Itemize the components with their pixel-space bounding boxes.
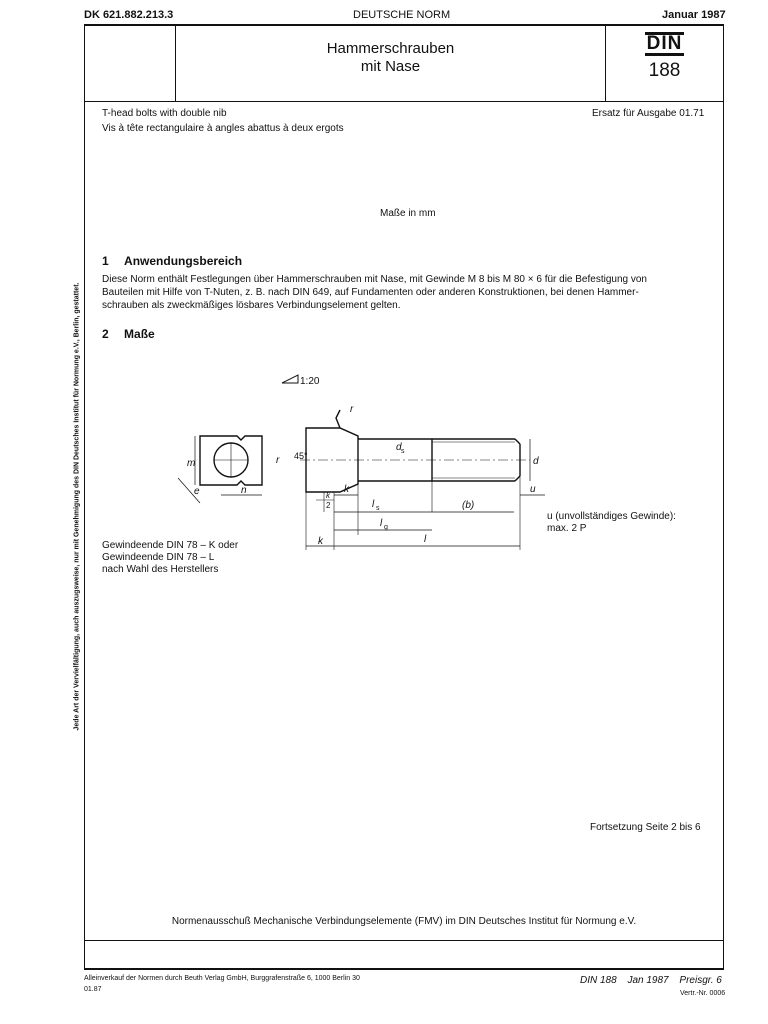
label-ls: l [372,499,375,510]
issue-date: Januar 1987 [662,9,726,21]
label-ls-sub: s [376,505,380,512]
units-note: Maße in mm [380,208,436,219]
label-lg-sub: g [384,524,388,531]
footer-sales-no: Vertr.-Nr. 0006 [680,990,726,997]
u-note-line-2: max. 2 P [547,523,587,534]
tip-chamfer-top [515,439,520,444]
tip-chamfer-bottom [515,476,520,481]
label-k2-den: 2 [326,501,331,510]
label-r2: r [276,455,280,466]
label-ds-sub: s [401,448,405,455]
taper-symbol [282,375,298,383]
section-1-line-2: Bauteilen mit Hilfe von T-Nuten, z. B. nach DIN 649, auf Fundamenten oder anderen Konstruktionen, bei denen Hammer- [102,287,639,298]
label-m: m [187,458,196,469]
section-1-title: Anwendungsbereich [124,254,243,268]
din-number: 188 [648,60,681,81]
footer-din-ref [580,975,722,986]
footer-price-group: Preisgr. 6 [679,975,722,986]
section-1-line-3: schrauben als zweckmäßiges lösbares Verbindungselement gelten. [102,300,401,311]
replacement-note: Ersatz für Ausgabe 01.71 [592,108,705,119]
u-note [547,511,676,535]
label-ds: d [396,442,402,453]
thread-end-line-1: Gewindeende DIN 78 – K oder [102,540,239,551]
label-e: e [194,486,200,497]
title-line-2: mit Nase [360,58,421,75]
committee-line: Normenausschuß Mechanische Verbindungselemente (FMV) im DIN Deutsches Institut für Normung e.V. [171,916,637,927]
label-r1: r [350,404,354,415]
label-d: d [533,456,539,467]
label-k: k [344,484,349,495]
label-k-bottom: k [318,536,323,547]
french-title: Vis à tête rectangulaire à angles abattus à deux ergots [102,123,344,134]
copyright-side-text: Jede Art der Vervielfältigung, auch auszugsweise, nur mit Genehmigung des DIN Deutsches Institut für Normung e.V., Berlin, gestattet. [73,282,81,731]
footer-din-number: DIN 188 [580,975,617,986]
u-note-line-1: u (unvollständiges Gewinde): [547,511,676,522]
title-line-1: Hammerschrauben [326,40,455,57]
thread-end-line-2: Gewindeende DIN 78 – L [102,552,215,563]
label-b: (b) [462,500,475,511]
label-u: u [530,484,536,495]
label-lg: l [380,518,383,529]
footer-code: 01.87 [84,986,102,993]
norm-type: DEUTSCHE NORM [353,9,451,21]
continuation-note: Fortsetzung Seite 2 bis 6 [590,822,701,833]
label-l: l [424,534,427,545]
copyright-side-note [70,250,84,770]
footer-sales-line: Alleinverkauf der Normen durch Beuth Verlag GmbH, Burggrafenstraße 6, 1000 Berlin 30 [84,975,360,982]
section-1-number: 1 [102,254,109,268]
din-logo-text: DIN [646,33,683,54]
taper-ratio: 1:20 [300,376,320,387]
thread-end-note [102,540,238,576]
head-nib [336,410,340,428]
english-title: T-head bolts with double nib [102,108,227,119]
thread-end-line-3: nach Wahl des Herstellers [102,564,219,575]
section-2-number: 2 [102,327,109,341]
footer-date-ref: Jan 1987 [627,975,669,986]
angle-label: 45° [294,451,308,461]
label-k2-num: k [326,491,330,500]
section-2-title: Maße [124,327,155,341]
label-n: n [241,485,247,496]
section-1-line-1: Diese Norm enthält Festlegungen über Hammerschrauben mit Nase, mit Gewinde M 8 bis M 80 × 6 für die Befestigung von [102,274,647,285]
dk-number: DK 621.882.213.3 [84,9,174,21]
